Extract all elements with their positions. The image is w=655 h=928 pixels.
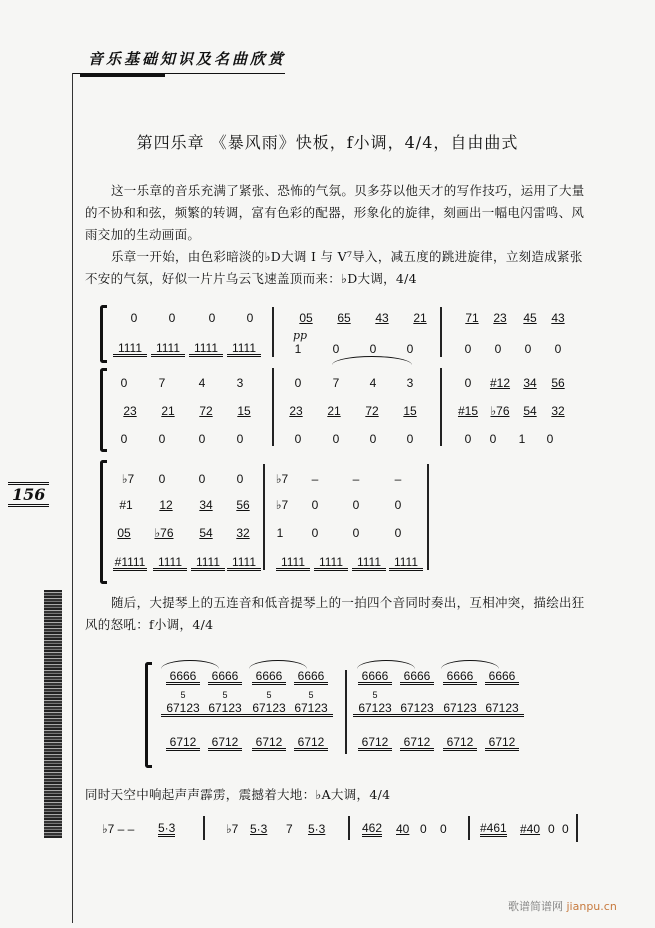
note: 1111 [191, 556, 225, 571]
note: 67123 [247, 702, 291, 717]
note: 0 [198, 472, 206, 486]
note: 0 [246, 311, 254, 325]
note: 0 [158, 432, 166, 446]
page-edge-decoration [44, 590, 62, 838]
note: 3 [406, 376, 414, 390]
note: 32 [551, 404, 565, 418]
note: #1 [119, 498, 133, 512]
note: 0 [406, 432, 414, 446]
note: 0 [332, 342, 340, 356]
note: 0 [464, 342, 472, 356]
note: 67123 [438, 702, 482, 717]
note: 23 [289, 404, 303, 418]
barline [348, 816, 350, 840]
note: 67123 [395, 702, 439, 717]
note: 0 [168, 311, 176, 325]
note: 0 [130, 311, 138, 325]
system-brace [100, 305, 107, 363]
note: 0 [394, 526, 402, 540]
note: 6666 [252, 670, 286, 685]
tuplet-number: 5 [308, 690, 314, 700]
note: 1111 [352, 556, 386, 571]
note: #12 [489, 376, 511, 390]
note: ♭76 [154, 526, 174, 540]
note: 0 [524, 342, 532, 356]
note: – [394, 472, 402, 486]
paragraph-1 [85, 180, 595, 246]
note: 7 [286, 822, 293, 836]
note: 1 [294, 342, 302, 356]
barline-end [576, 814, 578, 842]
note: 1111 [153, 556, 187, 571]
note: 67123 [480, 702, 524, 717]
barline [440, 307, 442, 357]
note: 6712 [358, 736, 392, 751]
note: 5·3 [250, 822, 268, 836]
note: 67123 [289, 702, 333, 717]
barline [272, 368, 274, 446]
note: #461 [480, 821, 507, 835]
note: 0 [352, 498, 360, 512]
note: 0 [332, 432, 340, 446]
note: 1111 [389, 556, 423, 571]
note: 5·3 [308, 822, 326, 836]
note: 0 [369, 342, 377, 356]
note: 1 [276, 526, 284, 540]
note: 23 [123, 404, 137, 418]
note: 0 [464, 432, 472, 446]
note: 6712 [485, 736, 519, 751]
note: 05 [299, 311, 313, 325]
note: 67123 [203, 702, 247, 717]
note: 1 [518, 432, 526, 446]
note: 0 [294, 376, 302, 390]
note: 6666 [400, 670, 434, 685]
score-system-1 [100, 305, 570, 360]
paragraph-3-text: 随后，大提琴上的五连音和低音提琴上的一拍四个音同时奏出，互相冲突，描绘出狂风的怒吼：f小调，4/4 [85, 595, 585, 632]
note: 0 [562, 822, 569, 836]
tuplet-number: 5 [180, 690, 186, 700]
tuplet-number: 5 [222, 690, 228, 700]
system-brace [145, 662, 152, 768]
note: 6712 [443, 736, 477, 751]
note: 4 [198, 376, 206, 390]
slur [161, 660, 219, 669]
note: 56 [236, 498, 250, 512]
watermark-text: 歌谱简谱网 [508, 900, 563, 913]
note: 45 [523, 311, 537, 325]
paragraph-1-text: 这一乐章的音乐充满了紧张、恐怖的气氛。贝多芬以他天才的写作技巧，运用了大量的不协和和弦，频繁的转调，富有色彩的配器，形象化的旋律，刻画出一幅电闪雷鸣、风雨交加的生动画面。 [85, 183, 585, 242]
note: 0 [236, 432, 244, 446]
note: 0 [158, 472, 166, 486]
note: 43 [375, 311, 389, 325]
note: 72 [365, 404, 379, 418]
watermark-url: jianpu.cn [566, 900, 617, 913]
tuplet-number: 5 [372, 690, 378, 700]
score-system-4 [145, 658, 520, 768]
note: 0 [406, 342, 414, 356]
score-system-5 [100, 812, 580, 846]
note: 0 [554, 342, 562, 356]
barline [203, 816, 205, 840]
note: 12 [159, 498, 173, 512]
note: 6666 [208, 670, 242, 685]
system-brace [100, 368, 107, 452]
barline [272, 307, 274, 357]
paragraph-4 [85, 784, 595, 806]
barline [345, 670, 347, 754]
note: 0 [236, 472, 244, 486]
note: ♭7 [226, 822, 239, 836]
note: 5·3 [158, 821, 176, 835]
note: 6666 [358, 670, 392, 685]
note: 21 [413, 311, 427, 325]
note: 34 [199, 498, 213, 512]
note: 0 [489, 432, 497, 446]
note: 6666 [485, 670, 519, 685]
note: 1111 [113, 342, 147, 357]
note: 1111 [314, 556, 348, 571]
note: 0 [494, 342, 502, 356]
note: 3 [236, 376, 244, 390]
note: 21 [327, 404, 341, 418]
note: 6712 [166, 736, 200, 751]
note: 0 [311, 498, 319, 512]
note: 6712 [400, 736, 434, 751]
note: 15 [237, 404, 251, 418]
slur [357, 660, 415, 669]
paragraph-4-text: 同时天空中响起声声霹雳，震撼着大地：♭A大调，4/4 [85, 787, 391, 802]
note: 6666 [294, 670, 328, 685]
section-title: 第四乐章 《暴风雨》快板，f小调，4/4，自由曲式 [136, 133, 519, 152]
note: 4 [369, 376, 377, 390]
note: 0 [311, 526, 319, 540]
note: 0 [120, 432, 128, 446]
note: ♭7 [275, 472, 289, 486]
note: 40 [396, 822, 410, 836]
note: ♭7 [275, 498, 289, 512]
note: 71 [465, 311, 479, 325]
note: #15 [457, 404, 479, 418]
tuplet-number: 5 [266, 690, 272, 700]
note: 15 [403, 404, 417, 418]
note: 21 [161, 404, 175, 418]
note: – [311, 472, 319, 486]
paragraph-2-text: 乐章一开始，由色彩暗淡的♭D大调 Ⅰ 与 Ⅴ⁷导入，减五度的跳进旋律，立刻造成紧张不安的气氛，好似一片片乌云飞速盖顶而来：♭D大调，4/4 [85, 249, 583, 286]
note: 1111 [189, 342, 223, 357]
note: 1111 [151, 342, 185, 357]
note: 6712 [294, 736, 328, 751]
note: 0 [208, 311, 216, 325]
barline [440, 368, 442, 446]
note: ♭7 – – [102, 822, 135, 836]
note: 7 [332, 376, 340, 390]
note: 56 [551, 376, 565, 390]
header-thick-rule [80, 73, 165, 77]
note: 6712 [252, 736, 286, 751]
note: 72 [199, 404, 213, 418]
note: 32 [236, 526, 250, 540]
watermark [508, 898, 617, 914]
page-margin-line [72, 73, 73, 923]
note: 6712 [208, 736, 242, 751]
note: ♭76 [490, 404, 510, 418]
dynamic-marking: pp [292, 329, 308, 342]
note: 23 [493, 311, 507, 325]
note: 0 [420, 822, 427, 836]
note: 462 [362, 821, 383, 835]
note: 0 [548, 822, 555, 836]
score-system-3 [100, 460, 430, 580]
note: 0 [369, 432, 377, 446]
note: 34 [523, 376, 537, 390]
running-head: 音乐基础知识及名曲欣赏 [88, 50, 287, 68]
note: 7 [158, 376, 166, 390]
paragraph-2 [85, 246, 595, 290]
barline [468, 816, 470, 840]
note: ♭7 [121, 472, 135, 486]
note: 1111 [227, 342, 261, 357]
slur [249, 660, 307, 669]
barline [427, 464, 429, 570]
note: 6666 [443, 670, 477, 685]
note: 67123 [353, 702, 397, 717]
note: 43 [551, 311, 565, 325]
note: #1111 [114, 555, 146, 569]
note: 0 [440, 822, 447, 836]
note: 67123 [161, 702, 205, 717]
note: 0 [394, 498, 402, 512]
note: 05 [117, 526, 131, 540]
note: – [352, 472, 360, 486]
note: 1111 [276, 556, 310, 571]
page-number: 156 [8, 482, 49, 507]
note: 0 [294, 432, 302, 446]
note: 54 [523, 404, 537, 418]
score-system-2 [100, 362, 570, 452]
paragraph-3 [85, 592, 595, 636]
note: 54 [199, 526, 213, 540]
note: #40 [520, 822, 541, 836]
note: 0 [352, 526, 360, 540]
system-brace [100, 460, 107, 584]
note: 0 [120, 376, 128, 390]
note: 6666 [166, 670, 200, 685]
note: 0 [546, 432, 554, 446]
note: 1111 [227, 556, 261, 571]
note: 0 [464, 376, 472, 390]
slur [441, 660, 499, 669]
note: 0 [198, 432, 206, 446]
note: 65 [337, 311, 351, 325]
